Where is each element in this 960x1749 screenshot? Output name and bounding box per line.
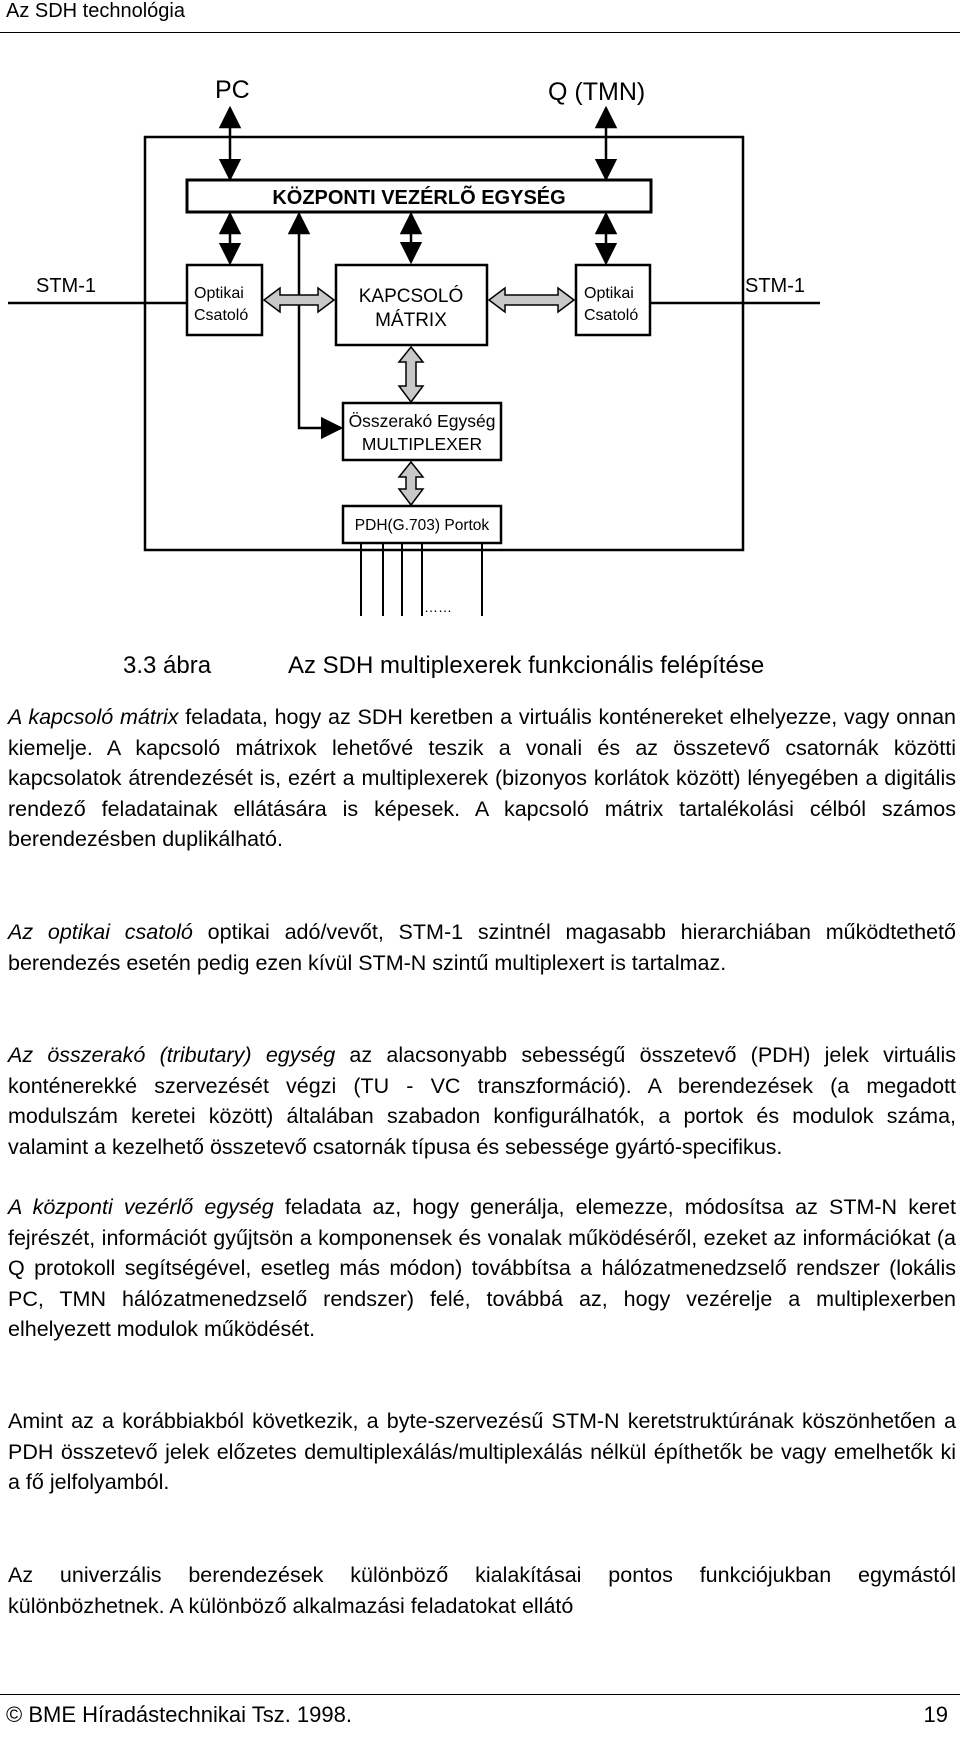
footer-institution: [6, 1702, 352, 1728]
paragraph-central-control: [8, 1192, 956, 1345]
switch-to-optical-right-arrow: [489, 288, 574, 312]
page-header-title: Az SDH technológia: [6, 0, 185, 22]
footer-rule: [0, 1694, 960, 1695]
paragraph-text: optikai adó/vevőt, STM-1 szintnél magasabb hierarchiában működtethető berendezés esetén pedig ezen kívül STM-N szintű multiplexert is tartalmaz.: [8, 920, 956, 975]
switch-matrix-line2: MÁTRIX: [375, 310, 447, 331]
figure-caption: [123, 652, 764, 680]
term-optical-coupler: Az optikai csatoló: [8, 920, 193, 944]
paragraph-text: feladata az, hogy generálja, elemezze, módosítsa az STM-N keret fejrészét, információt gyűjtsön a komponensek és vonalak működéséről, ezeket az információkat (a Q protokoll segítségével, esetleg más módon) továbbítsa a hálózatmenedzselő rendszer (lokális PC, TMN hálózatmenedzselő rendszer) felé, továbbá az, hogy vezérelje a multiplexerben elhelyezett modulok működését.: [8, 1195, 956, 1341]
switch-matrix-line1: KAPCSOLÓ: [358, 286, 464, 307]
term-tributary-unit: Az összerakó (tributary) egység: [8, 1043, 336, 1067]
term-central-control: A központi vezérlő egység: [8, 1195, 274, 1219]
paragraph-text: feladata, hogy az SDH keretben a virtuális konténereket elhelyezze, vagy onnan kiemelje. A kapcsoló mátrixok lehetővé teszik a vonali és az összetevő csatornák közötti kapcsolatok átrendezését is, ezért a multiplexerek (bizonyos korlátok között) lényegében a digitális rendező feladatainak ellátására is képesek. A kapcsoló mátrix tartalékolási célból számos berendezésben duplikálható.: [8, 705, 956, 851]
pdh-ports-label: PDH(G.703) Portok: [354, 517, 490, 534]
optical-coupler-left-line1: Optikai: [194, 285, 244, 302]
paragraph-text: az alacsonyabb sebességű összetevő (PDH) jelek virtuális konténerekké szervezését végzi (TU - VC transzformáció). A berendezések (a megadott modulszám keretei között) általában szabadon konfigurálhatók, a portok és modulok száma, valamint a kezelhető összetevő csatornák típusa és sebessége gyártó-specifikus.: [8, 1043, 957, 1159]
paragraph-optical-coupler: [8, 917, 956, 978]
header-rule: [0, 32, 960, 33]
q-tmn-label: Q (TMN): [548, 78, 646, 106]
paragraph-switch-matrix: [8, 702, 956, 855]
optical-coupler-right-line1: Optikai: [584, 285, 634, 302]
optical-coupler-left-line2: Csatoló: [194, 307, 249, 324]
sdh-multiplexer-diagram: [0, 58, 960, 618]
switch-to-tributary-arrow: [399, 347, 423, 402]
optical-coupler-right-line2: Csatoló: [584, 307, 639, 324]
ctrl-to-tributary-arrow: [299, 214, 341, 428]
term-switch-matrix: A kapcsoló mátrix: [8, 705, 179, 729]
central-control-unit-label: KÖZPONTI VEZÉRLÕ EGYSÉG: [272, 187, 566, 209]
tributary-unit-line2: MULTIPLEXER: [361, 434, 483, 454]
pc-label: PC: [215, 76, 250, 104]
stm-left-label: STM-1: [36, 275, 96, 297]
copyright-icon: ©: [6, 1702, 23, 1727]
stm-right-label: STM-1: [745, 275, 805, 297]
port-ellipsis: ……: [424, 599, 452, 615]
figure-number: 3.3 ábra: [123, 652, 212, 679]
tributary-to-pdh-arrow: [399, 462, 423, 505]
footer-institution-text: BME Híradástechnikai Tsz. 1998.: [28, 1702, 352, 1727]
paragraph-universal-devices: Az univerzális berendezések különböző kialakításai pontos funkciójukban egymástól különbözhetnek. A különböző alkalmazási feladatokat ellátó: [8, 1563, 956, 1618]
tributary-unit-line1: Összerakó Egység: [348, 411, 496, 431]
paragraph-byte-structure: Amint az a korábbiakból következik, a byte-szervezésű STM-N keretstruktúrának köszönhetően a PDH összetevő jelek előzetes demultiplexálás/multiplexálás nélkül építhetők be vagy emelhetők ki a fő jelfolyamból.: [8, 1409, 956, 1494]
figure-caption-text: Az SDH multiplexerek funkcionális felépítése: [288, 652, 765, 679]
page-number: 19: [923, 1702, 948, 1727]
paragraph-tributary-unit: [8, 1040, 956, 1162]
